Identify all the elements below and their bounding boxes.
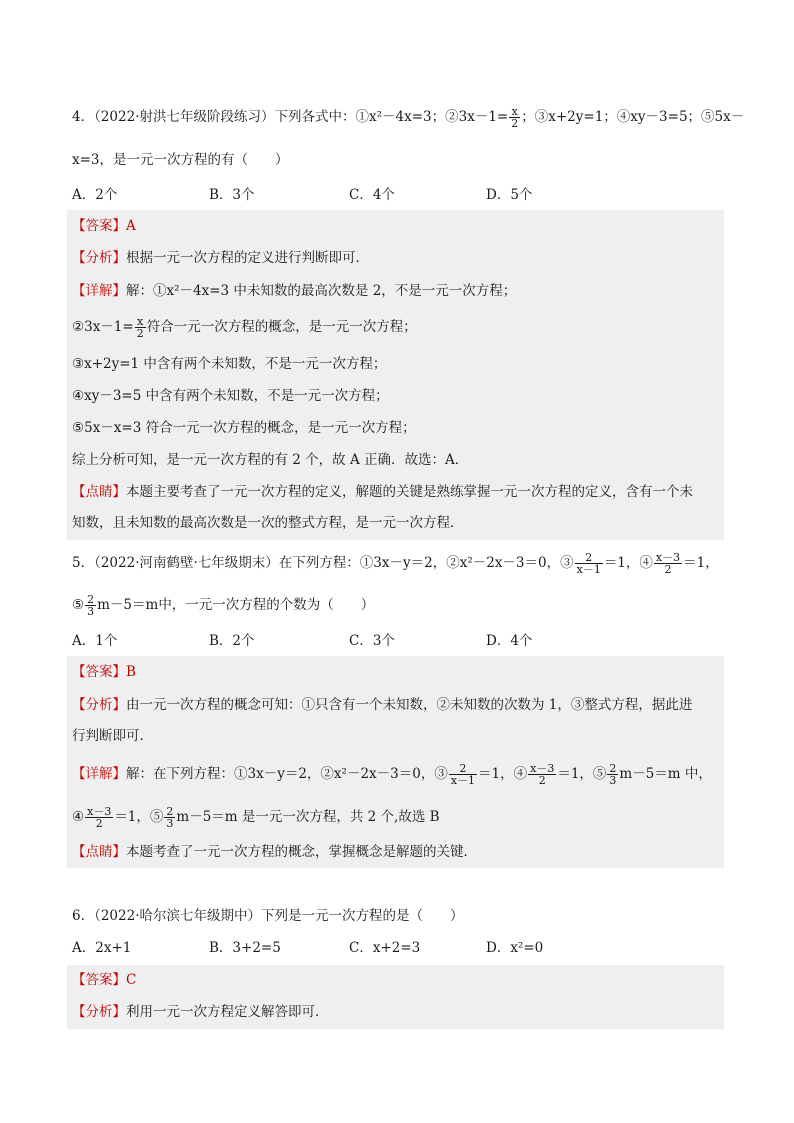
q5-equation-5-label: ⑤ <box>72 597 85 613</box>
q5-fraction-4 <box>654 552 682 575</box>
detail-text: ＝1，⑤ <box>557 766 607 782</box>
q4-equation-5-start: ⑤5x－ <box>701 109 745 125</box>
q5-equation-1: ①3x－y＝2 <box>359 555 433 571</box>
answer-tag: 【答案】 <box>72 664 126 680</box>
point-tag: 【点睛】 <box>72 844 126 860</box>
q5-equation-5-rest: m－5＝m <box>97 597 159 613</box>
q5-option-b: B．2个 <box>209 633 255 649</box>
answer-value: B <box>126 664 136 680</box>
q4-detail-5: ⑤5x－x=3 符合一元一次方程的概念，是一元一次方程； <box>72 420 416 436</box>
detail-fraction <box>449 763 477 786</box>
denominator: 2 <box>664 563 672 576</box>
point-tag: 【点睛】 <box>72 484 126 500</box>
q4-detail-fraction <box>135 316 146 339</box>
point-text: 本题考查了一元一次方程的概念，掌握概念是解题的关键． <box>126 844 477 860</box>
denominator: 3 <box>87 605 95 618</box>
detail-tag: 【详解】 <box>72 283 126 299</box>
q4-detail-2 <box>72 316 417 339</box>
q6-option-b: B．3+2=5 <box>209 940 281 956</box>
detail-text: ＝1，④ <box>478 766 528 782</box>
denominator: 2 <box>136 327 144 340</box>
q6-answer <box>72 970 136 990</box>
q5-option-d: D．4个 <box>486 633 533 649</box>
q4-option-b: B．3个 <box>209 187 255 203</box>
q5-option-a: A．1个 <box>72 633 118 649</box>
analysis-tag: 【分析】 <box>72 250 126 266</box>
analysis-tag: 【分析】 <box>72 697 126 713</box>
numerator: x－3 <box>530 762 555 775</box>
detail-text: m－5＝m 中， <box>619 766 712 782</box>
q5-equation-2: ，②x²－2x－3＝0 <box>432 555 547 571</box>
q6-option-a: A．2x+1 <box>72 940 132 956</box>
q5-equation-3-rest: ＝1 <box>603 555 626 571</box>
q5-detail-1 <box>72 763 712 786</box>
denominator: 2 <box>538 774 546 787</box>
analysis-text: 利用一元一次方程定义解答即可． <box>126 1004 329 1020</box>
answer-value: A <box>126 218 136 234</box>
q4-analysis <box>72 248 369 268</box>
q4-stem-line-2: x=3，是一元一次方程的有（ ） <box>72 152 289 168</box>
q5-analysis-2: 行判断即可． <box>72 728 153 744</box>
numerator: 2 <box>87 593 95 606</box>
numerator: 2 <box>575 552 603 564</box>
denominator: x－1 <box>450 774 476 787</box>
numerator: x <box>509 106 520 118</box>
detail-fraction <box>85 806 113 829</box>
numerator: x－3 <box>87 805 112 818</box>
separator: ； <box>521 109 535 125</box>
separator: ； <box>431 109 446 125</box>
q4-option-a: A．2个 <box>72 187 118 203</box>
q5-detail-2 <box>72 806 440 829</box>
detail-text: ④ <box>72 809 85 825</box>
q4-stem-line-1 <box>72 106 744 129</box>
q5-analysis-1 <box>72 695 692 715</box>
numerator: 2 <box>609 762 617 775</box>
analysis-text: 根据一元一次方程的定义进行判断即可． <box>126 250 369 266</box>
numerator: 2 <box>166 805 174 818</box>
q4-equation-3: ③x+2y=1 <box>534 109 604 125</box>
denominator: 3 <box>166 817 174 830</box>
detail-text: 符合一元一次方程的概念，是一元一次方程； <box>146 319 417 335</box>
q4-detail-4: ④xy－3=5 中含有两个未知数，不是一元一次方程； <box>72 388 389 404</box>
q4-option-c: C．4个 <box>349 187 395 203</box>
detail-text: m－5＝m 是一元一次方程，共 2 个,故选 B <box>176 809 440 825</box>
numerator: x－3 <box>655 551 681 564</box>
answer-value: C <box>126 972 137 988</box>
q6-option-d: D．x²=0 <box>486 940 544 956</box>
q4-point-2: 知数，且未知数的最高次数是一次的整式方程，是一元一次方程． <box>72 515 464 531</box>
q6-stem: 6．（2022·哈尔滨七年级期中）下列是一元一次方程的是（ ） <box>72 908 464 924</box>
q5-stem-start: 5．（2022·河南鹤壁·七年级期末）在下列方程： <box>72 555 360 571</box>
q5-solution-box <box>67 656 724 868</box>
q5-fraction-3 <box>575 552 603 575</box>
q5-answer <box>72 662 136 682</box>
q4-equation-1: ①x²－4x=3 <box>355 109 432 125</box>
q5-equation-4-label: ，④ <box>625 555 653 571</box>
separator: ； <box>603 109 617 125</box>
q4-equation-2: ②3x－1= <box>445 109 509 125</box>
detail-tag: 【详解】 <box>72 766 126 782</box>
denominator: x－1 <box>576 563 601 576</box>
q5-equation-4-rest: ＝1， <box>683 555 719 571</box>
q6-option-c: C．x+2=3 <box>349 940 421 956</box>
point-text: 本题主要考查了一元一次方程的定义，解题的关键是熟练掌握一元一次方程的定义，含有一个未 <box>126 484 693 500</box>
detail-text: 解：在下列方程：①3x－y＝2，②x²－2x－3＝0，③ <box>126 766 448 782</box>
q4-answer <box>72 216 136 236</box>
q4-fraction-x-over-2 <box>509 106 520 129</box>
answer-tag: 【答案】 <box>72 972 126 988</box>
detail-fraction <box>164 806 175 829</box>
denominator: 2 <box>95 817 103 830</box>
q4-stem-start: 4．（2022·射洪七年级阶段练习）下列各式中： <box>72 109 356 125</box>
q4-detail-3: ③x+2y=1 中含有两个未知数，不是一元一次方程； <box>72 356 387 372</box>
q5-option-c: C．3个 <box>349 633 395 649</box>
q4-detail-6: 综上分析可知，是一元一次方程的有 2 个，故 A 正确．故选：A． <box>72 452 469 468</box>
q6-analysis <box>72 1002 329 1022</box>
q5-stem-end: 中，一元一次方程的个数为（ ） <box>158 597 375 613</box>
detail-text: ②3x－1= <box>72 319 134 335</box>
analysis-tag: 【分析】 <box>72 1004 126 1020</box>
q5-fraction-5 <box>85 594 96 617</box>
q4-equation-4: ④xy－3=5 <box>616 109 688 125</box>
detail-fraction <box>607 763 618 786</box>
analysis-text: 由一元一次方程的概念可知：①只含有一个未知数，②未知数的次数为 1，③整式方程，据此进 <box>126 697 693 713</box>
detail-fraction <box>528 763 556 786</box>
detail-text: 解：①x²－4x=3 中未知数的最高次数是 2，不是一元一次方程； <box>126 283 517 299</box>
q4-detail-1 <box>72 281 516 301</box>
numerator: 2 <box>449 763 477 775</box>
q5-stem-line-1 <box>72 552 719 575</box>
q4-point-1 <box>72 482 693 502</box>
q5-point <box>72 842 477 862</box>
q4-option-d: D．5个 <box>486 187 533 203</box>
q5-stem-line-2 <box>72 594 374 617</box>
denominator: 2 <box>511 117 519 130</box>
numerator: x <box>135 316 146 328</box>
detail-text: ＝1，⑤ <box>114 809 164 825</box>
q5-equation-3-label: ，③ <box>546 555 574 571</box>
answer-tag: 【答案】 <box>72 218 126 234</box>
separator: ； <box>687 109 702 125</box>
denominator: 3 <box>609 774 617 787</box>
